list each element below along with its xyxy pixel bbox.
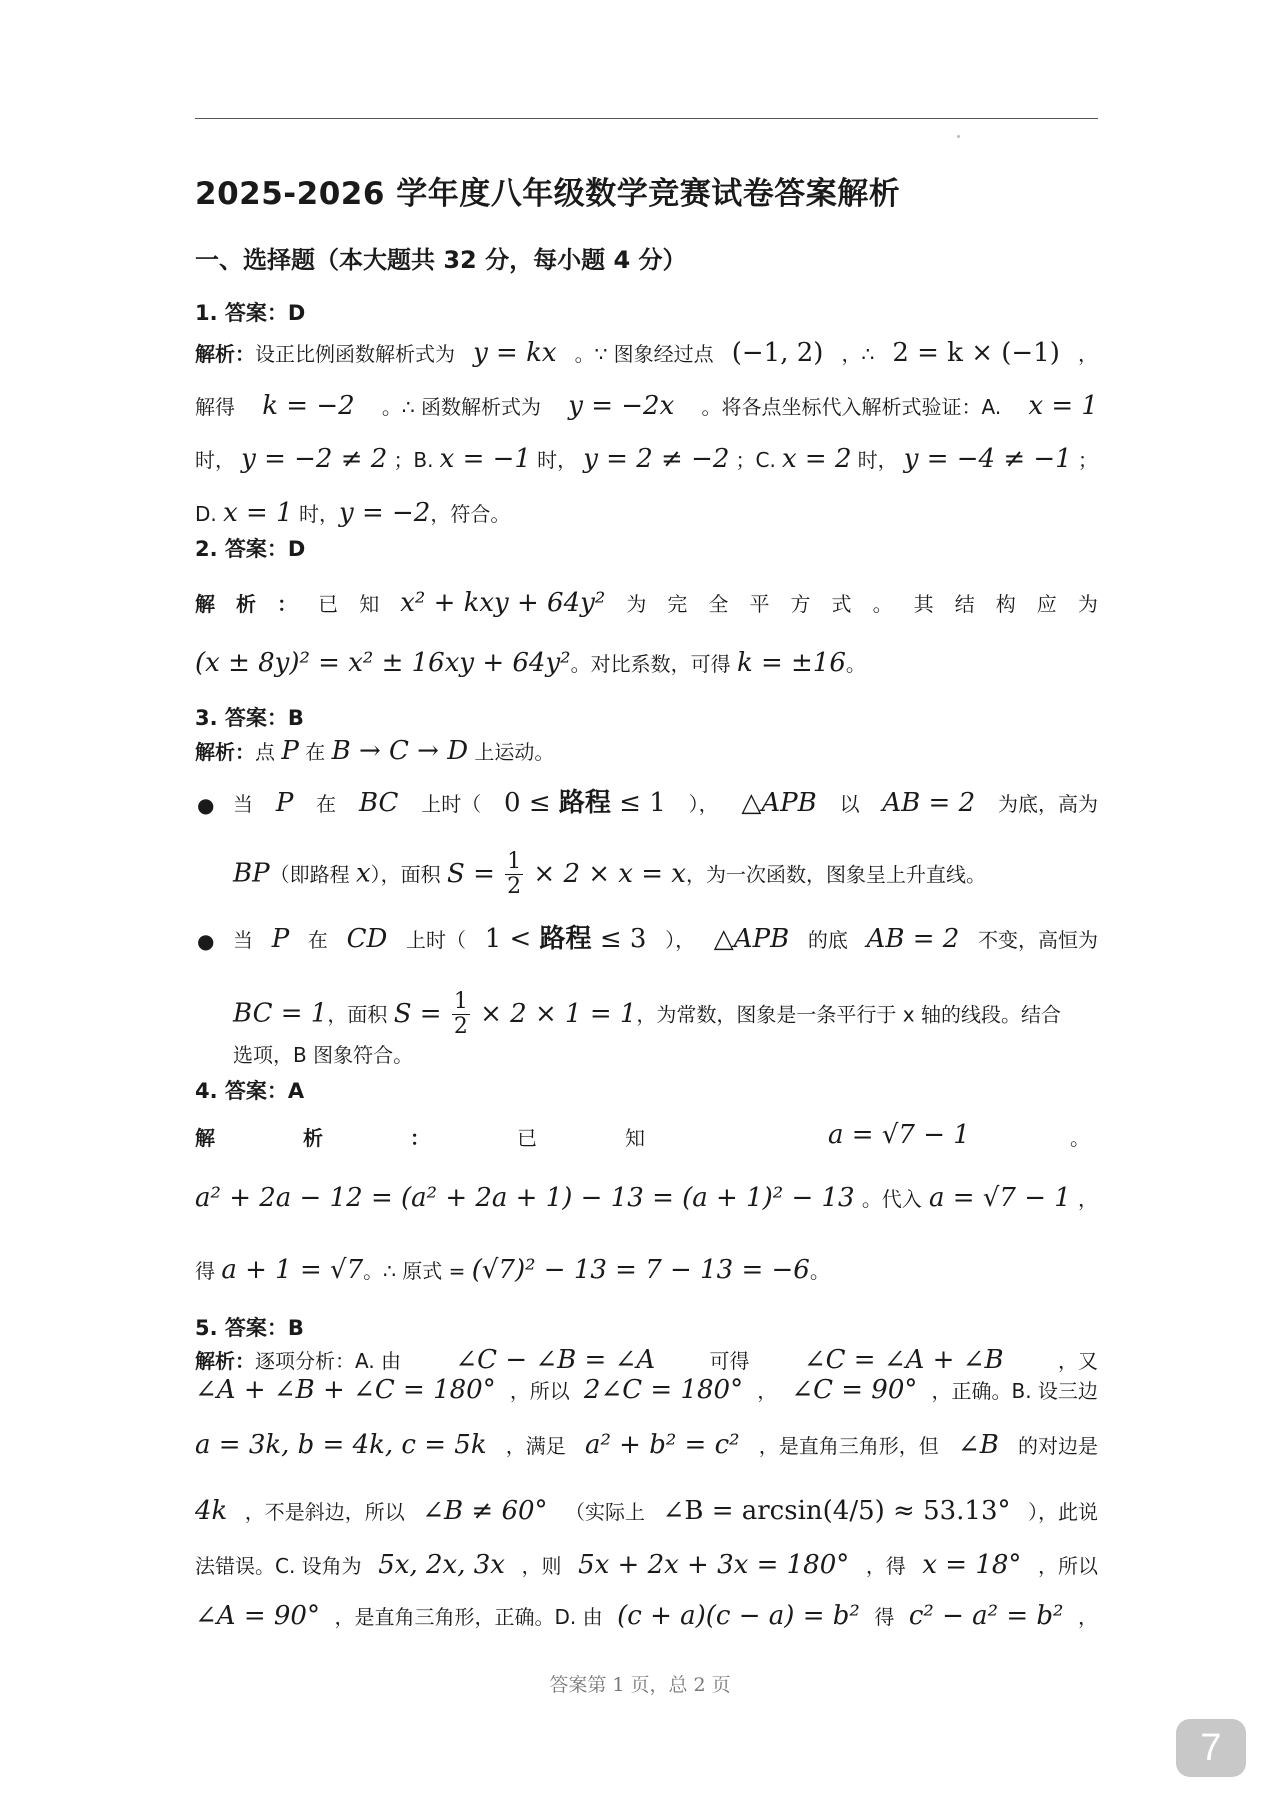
text: ， [1077,342,1098,366]
text: ，所以 [509,1379,570,1403]
q2-line-2 [195,650,1098,676]
formula: BC = 1 [233,998,328,1029]
q4-answer: 4. 答案：A [195,1079,305,1103]
formula: x = −1 [439,444,531,474]
text: 。∴ 原式 = [363,1259,472,1283]
text: ，是直角三角形，但 [758,1434,939,1458]
formula: a = 3k, b = 4k, c = 5k [195,1430,487,1460]
formula: BC [358,788,399,818]
formula: 1 < [484,924,540,954]
q3-bullet-2-line-3: 选项，B 图象符合。 [233,1043,414,1067]
text: ，面积 [327,1002,394,1027]
formula: (x ± 8y)² = x² ± 16xy + 64y² [195,648,571,678]
text: 。对比系数，可得 [570,652,737,676]
text: ；B. [393,448,434,472]
text: 为 [1077,592,1098,616]
q2-answer: 2. 答案：D [195,537,306,561]
formula: S = [393,998,450,1029]
formula: 0 ≤ [504,788,559,818]
formula: (−1, 2) [731,338,824,368]
q1-answer: 1. 答案：D [195,301,306,325]
formula: x = 2 [781,444,852,474]
formula: P [281,736,299,766]
text: 。 [872,592,893,616]
denominator: 2 [507,874,522,900]
formula: AB = 2 [882,788,976,818]
denominator: 2 [453,1014,468,1040]
text: ， [757,1379,778,1403]
text: ，符合。 [430,502,511,526]
formula: ∠C − ∠B = ∠A [455,1345,656,1375]
text: 已 [517,1126,537,1150]
formula: ∠A + ∠B + ∠C = 180° [195,1375,496,1405]
text: 得 [874,1605,895,1629]
formula: a = √7 − 1 [828,1120,970,1150]
text: 。∵ 图象经过点 [574,342,714,366]
page-number-badge[interactable]: 7 [1176,1719,1246,1777]
text: ），此说 [1028,1500,1098,1524]
formula: B → C → D [331,736,469,766]
formula: (√7)² − 13 = 7 − 13 = −6 [471,1255,810,1285]
formula: y = −4 ≠ −1 [903,444,1072,474]
fraction [452,990,470,1039]
text: 的底 [807,928,848,952]
formula: P [275,788,294,818]
q3-answer: 3. 答案：B [195,706,304,730]
q3-bullet-1-line-2 [233,850,1098,899]
q3-bullet-2-line-1 [233,926,1098,952]
formula: (c + a)(c − a) = b² [617,1601,860,1631]
text: 时， [537,448,578,472]
q3-line-1 [195,738,1098,764]
text: ； [1077,448,1098,472]
text: 其 [913,592,934,616]
formula: k = −2 [262,391,355,421]
q5-line-2 [195,1377,1098,1403]
text: ，得 [865,1554,906,1578]
text: 当 [233,928,253,952]
text: 应 [1036,592,1057,616]
formula-word: 路程 [558,788,611,818]
formula: × 2 × 1 = 1 [471,998,637,1029]
text: ，为常数，图象是一条平行于 x 轴的线段。结合 [636,1002,1061,1027]
formula: ∠B ≠ 60° [422,1496,548,1526]
formula: y = −2 ≠ 2 [241,444,388,474]
formula: a = √7 − 1 [929,1183,1071,1213]
text: 。 [809,1259,830,1283]
text: 平 [749,592,770,616]
text: 。 [1070,1126,1090,1150]
formula: y = −2x [568,391,675,421]
analysis-label: 解析： [195,740,255,764]
text: 得 [195,1259,222,1283]
text: ，是直角三角形，正确。D. 由 [334,1605,603,1629]
q3-bullet-2-line-2 [233,990,1098,1039]
text: 时， [195,448,235,472]
formula: 2∠C = 180° [583,1375,744,1405]
formula: ∠C = ∠A + ∠B [803,1345,1004,1375]
text: 为底，高为 [997,792,1098,816]
text: ，∴ [841,342,875,366]
text: 析 [236,592,257,616]
text: 设正比例函数解析式为 [255,342,455,366]
page-footer: 答案第 1 页，总 2 页 [549,1674,731,1696]
formula: ∠C = 90° [791,1375,918,1405]
section-title: 一、选择题（本大题共 32 分，每小题 4 分） [195,246,687,274]
text: 析 [303,1126,323,1150]
text: 在 [316,792,337,816]
text: ，不是斜边，所以 [244,1500,405,1524]
text: 上时（ [406,928,466,952]
analysis-label: 解析： [195,342,255,366]
formula: 2 = k × (−1) [892,338,1060,368]
q5-line-6 [195,1603,1098,1629]
formula: ≤ 3 [591,924,647,954]
q4-line-2 [195,1185,1098,1211]
q5-line-4 [195,1498,1098,1524]
formula: y = kx [473,338,557,368]
text: ；C. [735,448,776,472]
formula: △APB [741,788,817,818]
q3-bullet-1-line-1 [233,790,1098,816]
formula: x² + kxy + 64y² [400,588,606,618]
text: ，为一次函数，图象呈上升直线。 [685,862,986,887]
text: 结 [954,592,975,616]
text: ： [277,592,298,616]
formula: a + 1 = √7 [221,1255,364,1285]
formula: a² + b² = c² [584,1430,740,1460]
q4-line-3 [195,1257,1098,1283]
numerator: 1 [507,849,522,874]
text: 时， [292,502,340,526]
formula: CD [346,924,388,954]
formula: k = ±16 [736,648,846,678]
text: 在 [307,928,328,952]
q5-line-1 [195,1347,1098,1373]
text: （即路程 [269,862,356,887]
text: ，正确。B. 设三边 [931,1379,1098,1403]
formula: ∠B [957,1430,999,1460]
formula-word: 路程 [539,924,592,954]
text: 的对边是 [1017,1434,1098,1458]
formula: y = −2 [339,498,431,528]
text: 。∴ 函数解析式为 [381,395,541,419]
formula: ∠B = arcsin(4/5) ≈ 53.13° [662,1496,1011,1526]
speck [957,135,960,138]
text: 知 [359,592,380,616]
doc-title: 2025-2026 学年度八年级数学竞赛试卷答案解析 [195,176,901,212]
q5-answer: 5. 答案：B [195,1316,304,1340]
text: ），面积 [370,862,447,887]
numerator: 1 [453,989,468,1014]
bullet-dot-icon: ● [197,929,215,953]
formula: 4k [195,1496,228,1526]
text: D. [195,502,224,526]
formula: ∠A = 90° [195,1601,320,1631]
text: ，则 [521,1554,562,1578]
formula: BP [233,858,270,889]
text: 当 [233,792,253,816]
q1-line-2 [195,393,1098,419]
text: 不变，高恒为 [977,928,1098,952]
text: 完 [667,592,688,616]
text: ，所以 [1038,1554,1098,1578]
formula: y = 2 ≠ −2 [583,444,730,474]
text: 逐项分析：A. 由 [255,1349,402,1373]
formula: x = 18° [922,1550,1022,1580]
formula: ≤ 1 [610,788,666,818]
formula: S = [447,858,504,889]
text: ， [1078,1605,1098,1629]
text: 。 [845,652,866,676]
formula: x [355,858,371,889]
formula: a² + 2a − 12 = (a² + 2a + 1) − 13 = (a + 1)² − 13 [195,1183,855,1213]
text: 可得 [709,1349,750,1373]
text: ， [1078,1187,1098,1211]
text: 为 [626,592,647,616]
text: ，满足 [505,1434,566,1458]
q1-line-3 [195,446,1098,472]
text: 以 [839,792,860,816]
formula: x = 1 [1028,391,1098,421]
text: 解 [195,1126,215,1150]
text: 。将各点坐标代入解析式验证：A. [701,395,1002,419]
formula: 5x + 2x + 3x = 180° [578,1550,850,1580]
formula: AB = 2 [866,924,960,954]
text: 点 [255,740,282,764]
formula: c² − a² = b² [908,1601,1064,1631]
text: 上运动。 [468,740,555,764]
text: ）， [665,928,696,952]
text: 时， [857,448,898,472]
text: ）， [688,792,719,816]
text: （实际上 [565,1500,646,1524]
text: ，又 [1057,1349,1098,1373]
q2-line-1 [195,590,1098,616]
formula: × 2 × x = x [525,858,686,889]
text: 构 [995,592,1016,616]
formula: x = 1 [223,498,293,528]
bullet-dot-icon: ● [197,793,215,817]
text: 方 [790,592,811,616]
text: 解得 [195,395,235,419]
text: 在 [298,740,332,764]
text: 式 [831,592,852,616]
text: 已 [318,592,339,616]
text: ： [410,1126,430,1150]
q5-line-3 [195,1432,1098,1458]
q1-line-4 [195,500,1098,526]
text: 全 [708,592,729,616]
text: 。代入 [861,1187,922,1211]
q4-line-1 [195,1120,1098,1158]
text: 知 [625,1126,645,1150]
q1-line-1 [195,340,1098,366]
header-rule [195,118,1098,119]
analysis-label: 解析： [195,1349,255,1373]
fraction [505,850,523,899]
text: 上时（ [421,792,482,816]
q5-line-5 [195,1552,1098,1578]
formula: P [271,924,290,954]
text: 解 [195,592,215,616]
formula: △APB [713,924,790,954]
formula: 5x, 2x, 3x [378,1550,505,1580]
text: 法错误。C. 设角为 [195,1554,362,1578]
